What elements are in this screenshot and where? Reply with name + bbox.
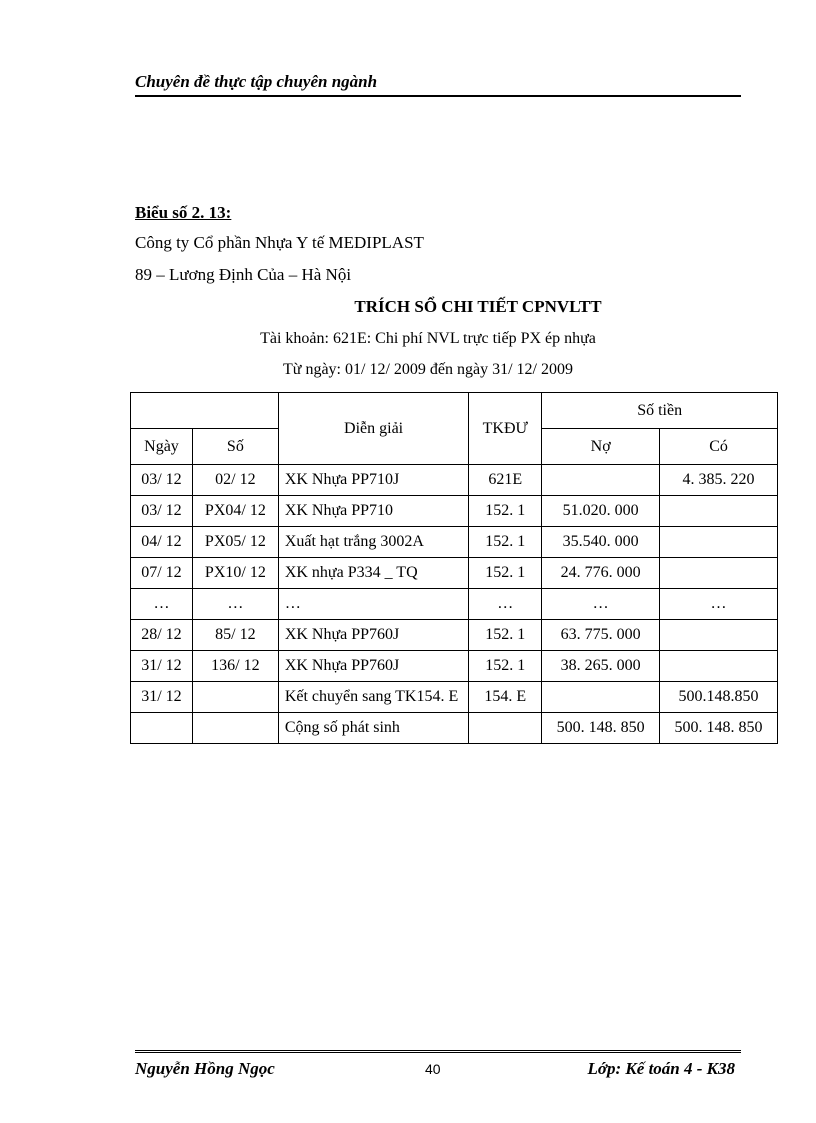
row-date: 03/ 12 <box>131 465 193 496</box>
row-debit <box>542 465 660 496</box>
row-description: XK Nhựa PP760J <box>278 651 469 682</box>
row-debit: 51.020. 000 <box>542 496 660 527</box>
row-credit <box>660 651 778 682</box>
date-header: Ngày <box>131 429 193 465</box>
row-account: 152. 1 <box>469 558 542 589</box>
document-title: TRÍCH SỔ CHI TIẾT CPNVLTT <box>354 297 602 316</box>
row-debit: 500. 148. 850 <box>542 713 660 744</box>
number-header: Số <box>192 429 278 465</box>
credit-header: Có <box>660 429 778 465</box>
description-header: Diễn giải <box>278 393 469 465</box>
row-account: 152. 1 <box>469 496 542 527</box>
row-date: 03/ 12 <box>131 496 193 527</box>
row-debit <box>542 682 660 713</box>
row-account: 152. 1 <box>469 651 542 682</box>
page-footer <box>135 1050 741 1078</box>
row-number: PX05/ 12 <box>192 527 278 558</box>
row-account: 621E <box>469 465 542 496</box>
amount-header: Số tiền <box>542 393 778 429</box>
footer-author: Nguyễn Hồng Ngọc <box>135 1059 275 1078</box>
table-row <box>131 682 778 713</box>
doc-label: Biểu số 2. 13: <box>135 203 232 222</box>
table-row <box>131 620 778 651</box>
row-date: 28/ 12 <box>131 620 193 651</box>
row-account <box>469 713 542 744</box>
row-account: 154. E <box>469 682 542 713</box>
company-address: 89 – Lương Định Của – Hà Nội <box>135 265 352 284</box>
row-number: 02/ 12 <box>192 465 278 496</box>
row-date: 07/ 12 <box>131 558 193 589</box>
row-number <box>192 713 278 744</box>
period-line: Từ ngày: 01/ 12/ 2009 đến ngày 31/ 12/ 2009 <box>283 361 573 378</box>
row-credit <box>660 527 778 558</box>
row-description: XK nhựa P334 _ TQ <box>278 558 469 589</box>
row-account: … <box>469 589 542 620</box>
row-credit: … <box>660 589 778 620</box>
row-number: PX04/ 12 <box>192 496 278 527</box>
row-date: … <box>131 589 193 620</box>
table-row <box>131 651 778 682</box>
row-number <box>192 682 278 713</box>
row-credit: 500.148.850 <box>660 682 778 713</box>
company-name: Công ty Cổ phần Nhựa Y tế MEDIPLAST <box>135 233 424 252</box>
row-credit: 500. 148. 850 <box>660 713 778 744</box>
row-description: XK Nhựa PP760J <box>278 620 469 651</box>
row-description: … <box>278 589 469 620</box>
row-date: 04/ 12 <box>131 527 193 558</box>
row-account: 152. 1 <box>469 527 542 558</box>
row-credit: 4. 385. 220 <box>660 465 778 496</box>
total-row <box>131 713 778 744</box>
row-description: Xuất hạt trắng 3002A <box>278 527 469 558</box>
row-description: XK Nhựa PP710 <box>278 496 469 527</box>
row-debit: 63. 775. 000 <box>542 620 660 651</box>
row-credit <box>660 620 778 651</box>
row-credit <box>660 496 778 527</box>
row-debit: … <box>542 589 660 620</box>
row-number: 85/ 12 <box>192 620 278 651</box>
row-credit <box>660 558 778 589</box>
ledger-table <box>130 392 778 744</box>
row-debit: 24. 776. 000 <box>542 558 660 589</box>
row-number: … <box>192 589 278 620</box>
row-description: XK Nhựa PP710J <box>278 465 469 496</box>
row-date <box>131 713 193 744</box>
row-debit: 35.540. 000 <box>542 527 660 558</box>
row-debit: 38. 265. 000 <box>542 651 660 682</box>
row-number: PX10/ 12 <box>192 558 278 589</box>
account-line: Tài khoản: 621E: Chi phí NVL trực tiếp PX ép nhựa <box>260 330 596 347</box>
table-row <box>131 496 778 527</box>
page-header: Chuyên đề thực tập chuyên ngành <box>135 72 741 97</box>
row-description: Cộng số phát sinh <box>278 713 469 744</box>
footer-class: Lớp: Kế toán 4 - K38 <box>587 1059 735 1078</box>
voucher-header-cell <box>131 393 279 429</box>
page-number: 40 <box>425 1061 441 1077</box>
table-row <box>131 527 778 558</box>
row-date: 31/ 12 <box>131 682 193 713</box>
row-description: Kết chuyển sang TK154. E <box>278 682 469 713</box>
row-number: 136/ 12 <box>192 651 278 682</box>
account-header: TKĐƯ <box>469 393 542 465</box>
row-account: 152. 1 <box>469 620 542 651</box>
debit-header: Nợ <box>542 429 660 465</box>
table-row <box>131 589 778 620</box>
table-row <box>131 558 778 589</box>
row-date: 31/ 12 <box>131 651 193 682</box>
table-row <box>131 465 778 496</box>
